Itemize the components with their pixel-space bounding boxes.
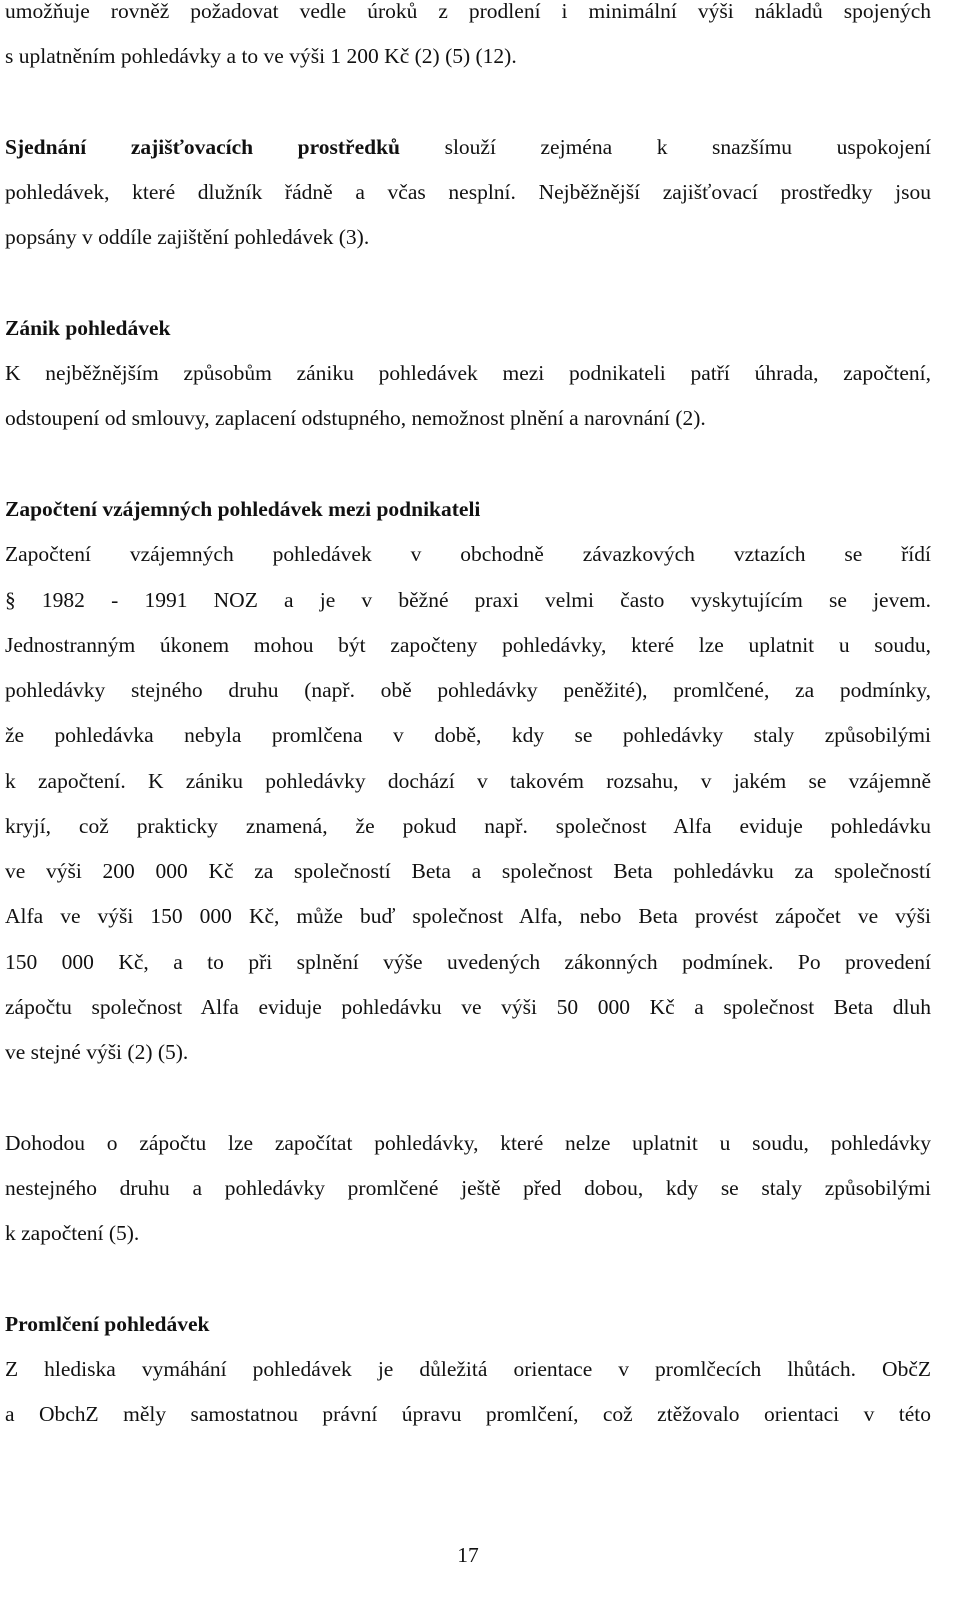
paragraph-line: nestejného druhu a pohledávky promlčené ještě před dobou, kdy se staly způsobilými xyxy=(5,1176,931,1200)
paragraph-line: že pohledávka nebyla promlčena v době, kdy se pohledávky staly způsobilými xyxy=(5,723,931,747)
paragraph-line: s uplatněním pohledávky a to ve výši 1 200 Kč (2) (5) (12). xyxy=(5,44,517,68)
paragraph-line: umožňuje rovněž požadovat vedle úroků z prodlení i minimální výši nákladů spojených xyxy=(5,0,931,23)
paragraph-line: K nejběžnějším způsobům zániku pohledávek mezi podnikateli patří úhrada, započtení, xyxy=(5,361,931,385)
paragraph-line: k započtení. K zániku pohledávky dochází v takovém rozsahu, v jakém se vzájemně xyxy=(5,769,931,793)
section-heading: Zánik pohledávek xyxy=(5,316,171,340)
paragraph-line: popsány v oddíle zajištění pohledávek (3). xyxy=(5,225,370,249)
paragraph-line: pohledávek, které dlužník řádně a včas nesplní. Nejběžnější zajišťovací prostředky jsou xyxy=(5,180,931,204)
paragraph-line: kryjí, což prakticky znamená, že pokud např. společnost Alfa eviduje pohledávku xyxy=(5,814,931,838)
paragraph-line-with-bold-lead xyxy=(5,133,931,161)
paragraph-line: ve výši 200 000 Kč za společností Beta a společnost Beta pohledávku za společností xyxy=(5,859,931,883)
paragraph-line: ve stejné výši (2) (5). xyxy=(5,1040,189,1064)
paragraph-line: zápočtu společnost Alfa eviduje pohledávku ve výši 50 000 Kč a společnost Beta dluh xyxy=(5,995,931,1019)
paragraph-line: k započtení (5). xyxy=(5,1221,140,1245)
paragraph-line: Dohodou o zápočtu lze započítat pohledávky, které nelze uplatnit u soudu, pohledávky xyxy=(5,1131,931,1155)
paragraph-line: Jednostranným úkonem mohou být započteny pohledávky, které lze uplatnit u soudu, xyxy=(5,633,931,657)
paragraph-text: slouží zejména k snazšímu uspokojení xyxy=(400,135,931,159)
paragraph-line: 150 000 Kč, a to při splnění výše uvedených zákonných podmínek. Po provedení xyxy=(5,950,931,974)
bold-term: Sjednání zajišťovacích prostředků xyxy=(5,135,401,159)
paragraph-line: § 1982 - 1991 NOZ a je v běžné praxi velmi často vyskytujícím se jevem. xyxy=(5,588,931,612)
paragraph-line: odstoupení od smlouvy, zaplacení odstupného, nemožnost plnění a narovnání (2). xyxy=(5,406,706,430)
page-number: 17 xyxy=(457,1543,479,1567)
paragraph-line: Z hlediska vymáhání pohledávek je důležitá orientace v promlčecích lhůtách. ObčZ xyxy=(5,1357,931,1381)
section-heading: Započtení vzájemných pohledávek mezi podnikateli xyxy=(5,497,481,521)
paragraph-line: pohledávky stejného druhu (např. obě pohledávky peněžité), promlčené, za podmínky, xyxy=(5,678,931,702)
section-heading: Promlčení pohledávek xyxy=(5,1312,210,1336)
paragraph-line: Započtení vzájemných pohledávek v obchodně závazkových vztazích se řídí xyxy=(5,542,931,566)
paragraph-line: Alfa ve výši 150 000 Kč, může buď společnost Alfa, nebo Beta provést zápočet ve výši xyxy=(5,904,931,928)
paragraph-line: a ObchZ měly samostatnou právní úpravu promlčení, což ztěžovalo orientaci v této xyxy=(5,1402,931,1426)
